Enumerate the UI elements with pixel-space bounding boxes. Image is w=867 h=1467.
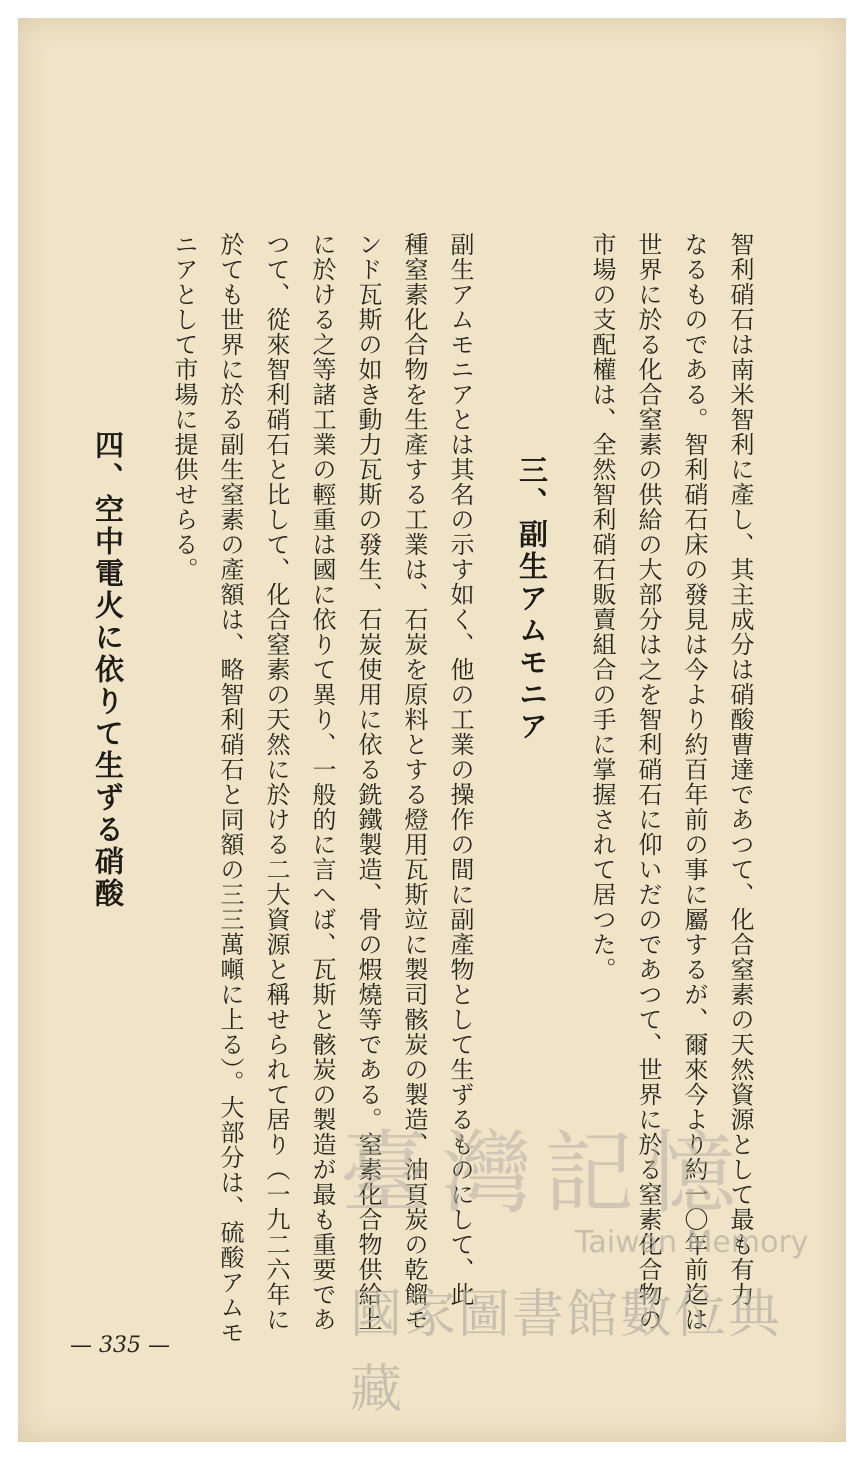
text-column-1: 智利硝石は南米智利に產し、其主成分は硝酸曹達であつて、化合窒素の天然資源として最も有力 (726, 232, 754, 1307)
text-column-6: 種窒素化合物を生產する工業は、石炭を原料とする燈用瓦斯竝に製司骸炭の製造、油頁炭の乾餾モ (400, 232, 428, 1332)
text-column-5: 副生アムモニアとは其名の示す如く、他の工業の操作の間に副產物として生ずるものにして、此 (446, 232, 474, 1307)
library-watermark (340, 1100, 820, 1420)
watermark-logo-text: 臺灣記憶 (340, 1121, 748, 1226)
watermark-chinese: 國家圖書館數位典藏 (350, 1285, 783, 1420)
text-column-11: ニアとして市場に提供せらる。 (170, 232, 198, 582)
text-column-10: 於ても世界に於る副生窒素の產額は、略智利硝石と同額の三三萬噸に上る）。大部分は、硫酸アムモ (216, 232, 244, 1345)
section-heading-4: 四、空中電火に依りて生ずる硝酸 (91, 430, 125, 910)
text-column-7: ンド瓦斯の如き動力瓦斯の發生、石炭使用に依る銑鐵製造、骨の煆燒等である。窒素化合物供給上 (354, 232, 382, 1332)
text-column-8: に於ける之等諸工業の輕重は國に依りて異り、一般的に言へば、瓦斯と骸炭の製造が最も重要であ (308, 232, 336, 1332)
section-heading-3: 三、副生アムモニア (515, 455, 549, 743)
text-column-4: 市場の支配權は、全然智利硝石販賣組合の手に掌握されて居つた。 (588, 232, 616, 982)
text-column-9: つて、從來智利硝石と比して、化合窒素の天然に於ける二大資源と稱せられて居り（一九二六年に (262, 232, 290, 1332)
text-column-2: なるものである。智利硝石床の發見は今より約百年前の事に屬するが、爾來今より約一〇年前迄は (680, 232, 708, 1332)
watermark-english: Taiwan Memory (575, 1225, 809, 1260)
page-number: — 335 — (70, 1333, 170, 1358)
text-column-3: 世界に於る化合窒素の供給の大部分は之を智利硝石に仰いだのであつて、世界に於る窒素化合物の (634, 232, 662, 1332)
